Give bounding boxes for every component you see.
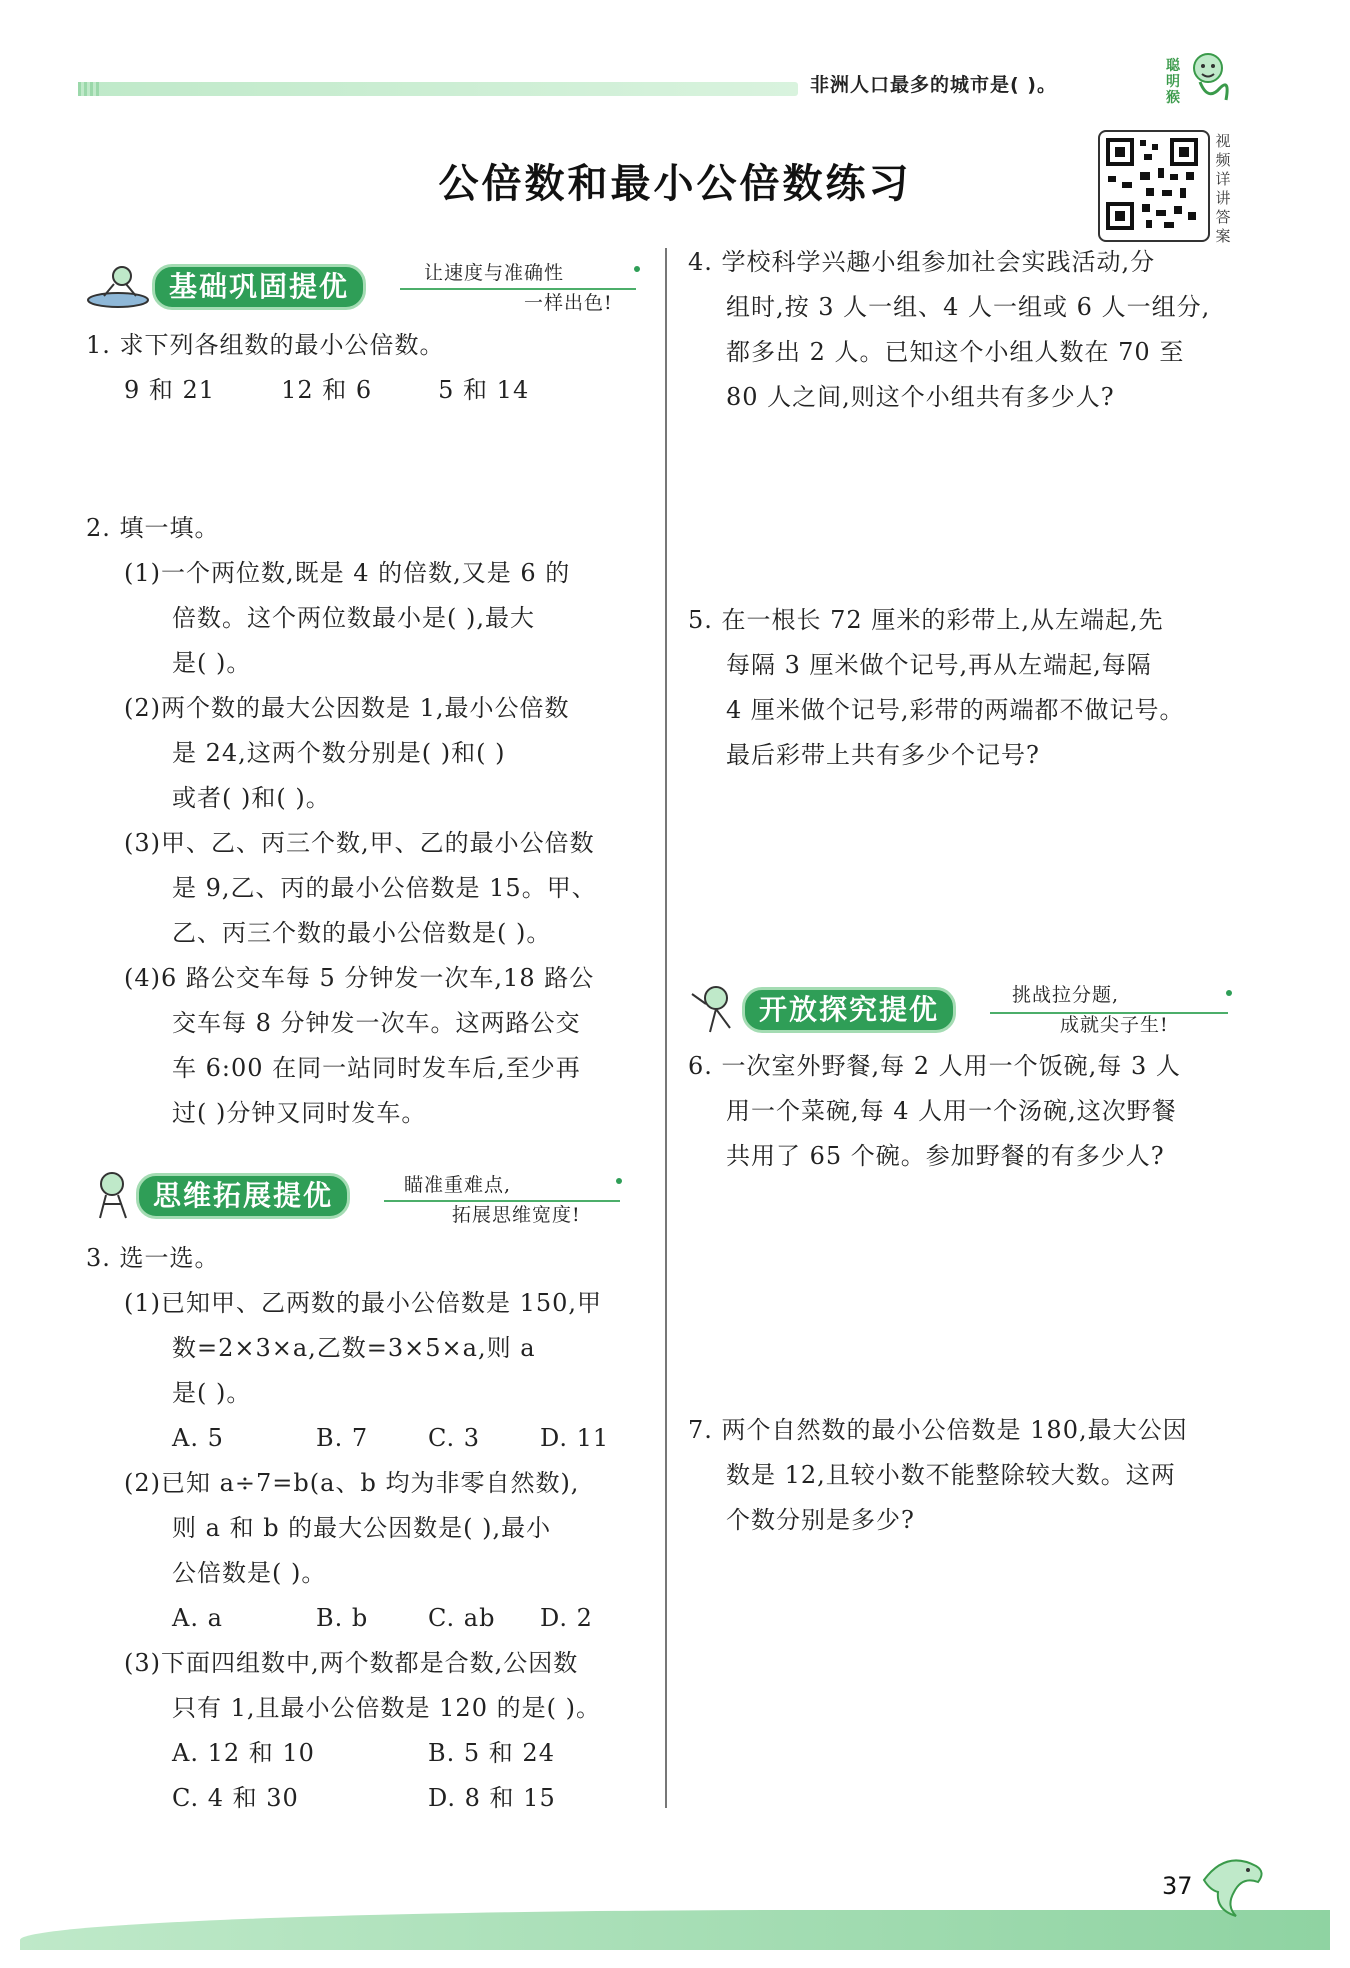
- q1-item-b: 12 和 6: [281, 376, 373, 404]
- question-5: [688, 598, 1248, 778]
- section-badge-basic: 基础巩固提优: [152, 264, 366, 310]
- question-4: [688, 240, 1248, 420]
- column-divider: [665, 248, 667, 1808]
- q5-line2: 每隔 3 厘米做个记号,再从左端起,每隔: [726, 651, 1152, 679]
- question-3: [86, 1236, 656, 1821]
- q4-line2: 组时,按 3 人一组、4 人一组或 6 人一组分,: [726, 293, 1211, 321]
- q3-s1-option-a[interactable]: A. 5: [172, 1424, 224, 1452]
- q3-s2-line3: 公倍数是( )。: [172, 1559, 327, 1587]
- q7-line3: 个数分别是多少?: [726, 1506, 915, 1534]
- q5-line4: 最后彩带上共有多少个记号?: [726, 741, 1040, 769]
- q2-s2-line1: (2)两个数的最大公因数是 1,最小公倍数: [124, 694, 570, 722]
- mascot-climbing-icon: [686, 982, 742, 1038]
- q2-s3-line2: 是 9,乙、丙的最小公倍数是 15。甲、: [172, 874, 597, 902]
- q4-line4: 80 人之间,则这个小组共有多少人?: [726, 383, 1115, 411]
- q3-s1-line1: (1)已知甲、乙两数的最小公倍数是 150,甲: [124, 1289, 603, 1317]
- q2-s4-line3: 车 6:00 在同一站同时发车后,至少再: [172, 1054, 581, 1082]
- q2-s3-line3: 乙、丙三个数的最小公倍数是( )。: [172, 919, 552, 947]
- q2-s1-line1: (1)一个两位数,既是 4 的倍数,又是 6 的: [124, 559, 571, 587]
- q3-s3-options-row2: [86, 1776, 656, 1821]
- header-bar: [78, 82, 798, 96]
- q3-s3-option-b[interactable]: B. 5 和 24: [428, 1739, 555, 1767]
- mascot-thinking-icon: [86, 1168, 138, 1224]
- q3-s2-option-d[interactable]: D. 2: [540, 1604, 593, 1632]
- section-badge-open: 开放探究提优: [742, 987, 956, 1033]
- monkey-mascot-icon: [1186, 48, 1234, 106]
- q3-s3-line1: (3)下面四组数中,两个数都是合数,公因数: [124, 1649, 579, 1677]
- q2-s1-line2: 倍数。这个两位数最小是( ),最大: [172, 604, 535, 632]
- q3-s1-options: [86, 1416, 656, 1461]
- q3-s3-option-c[interactable]: C. 4 和 30: [172, 1784, 299, 1812]
- qr-code-icon: [1100, 132, 1204, 236]
- dolphin-icon: [1196, 1846, 1268, 1920]
- q2-s3-line1: (3)甲、乙、丙三个数,甲、乙的最小公倍数: [124, 829, 595, 857]
- mascot-skateboard-icon: [84, 262, 154, 310]
- section-slogan-open-2: 成就尖子生!: [1060, 1014, 1169, 1036]
- header-bar-dots: [78, 82, 102, 96]
- section-line-basic: [400, 288, 636, 290]
- q3-s1-option-b[interactable]: B. 7: [316, 1424, 369, 1452]
- question-6: [688, 1044, 1248, 1179]
- section-slogan-extend-2: 拓展思维宽度!: [452, 1204, 581, 1226]
- q7-line1: 7. 两个自然数的最小公倍数是 180,最大公因: [688, 1416, 1188, 1444]
- section-slogan-open-1: 挑战拉分题,: [1012, 984, 1120, 1006]
- mascot-label: 聪明猴: [1166, 58, 1180, 106]
- q2-s1-line3: 是( )。: [172, 649, 252, 677]
- question-2-title: 2. 填一填。: [86, 514, 220, 542]
- q5-line3: 4 厘米做个记号,彩带的两端都不做记号。: [726, 696, 1185, 724]
- section-line-open: [990, 1012, 1228, 1014]
- q3-s2-option-b[interactable]: B. b: [316, 1604, 369, 1632]
- section-line-extend: [384, 1200, 620, 1202]
- q3-s2-option-a[interactable]: A. a: [172, 1604, 223, 1632]
- question-1: [86, 323, 646, 413]
- q3-s3-option-d[interactable]: D. 8 和 15: [428, 1784, 556, 1812]
- q2-s4-line2: 交车每 8 分钟发一次车。这两路公交: [172, 1009, 581, 1037]
- q2-s4-line1: (4)6 路公交车每 5 分钟发一次车,18 路公: [124, 964, 595, 992]
- question-7: [688, 1408, 1248, 1543]
- section-badge-extend: 思维拓展提优: [136, 1173, 350, 1219]
- section-dot-open: [1226, 990, 1232, 996]
- q3-s3-line2: 只有 1,且最小公倍数是 120 的是( )。: [172, 1694, 601, 1722]
- section-dot-extend: [616, 1178, 622, 1184]
- question-1-title: 1. 求下列各组数的最小公倍数。: [86, 331, 445, 359]
- q3-s2-option-c[interactable]: C. ab: [428, 1604, 496, 1632]
- q3-s1-option-d[interactable]: D. 11: [540, 1424, 610, 1452]
- q5-line1: 5. 在一根长 72 厘米的彩带上,从左端起,先: [688, 606, 1164, 634]
- question-3-title: 3. 选一选。: [86, 1244, 220, 1272]
- q3-s3-option-a[interactable]: A. 12 和 10: [172, 1739, 315, 1767]
- qr-code[interactable]: [1098, 130, 1210, 242]
- page-number: 37: [1162, 1872, 1193, 1900]
- q3-s1-line2: 数=2×3×a,乙数=3×5×a,则 a: [172, 1334, 536, 1362]
- section-slogan-extend-1: 瞄准重难点,: [404, 1174, 512, 1196]
- section-slogan-basic-2: 一样出色!: [524, 292, 613, 314]
- q6-line3: 共用了 65 个碗。参加野餐的有多少人?: [726, 1142, 1165, 1170]
- q3-s1-line3: 是( )。: [172, 1379, 252, 1407]
- section-dot-basic: [634, 266, 640, 272]
- question-1-items: [86, 368, 646, 413]
- q3-s1-option-c[interactable]: C. 3: [428, 1424, 481, 1452]
- page-title: 公倍数和最小公倍数练习: [438, 161, 912, 207]
- q2-s2-line2: 是 24,这两个数分别是( )和( ): [172, 739, 506, 767]
- q4-line3: 都多出 2 人。已知这个小组人数在 70 至: [726, 338, 1185, 366]
- q4-line1: 4. 学校科学兴趣小组参加社会实践活动,分: [688, 248, 1156, 276]
- q3-s2-line2: 则 a 和 b 的最大公因数是( ),最小: [172, 1514, 552, 1542]
- section-slogan-basic-1: 让速度与准确性: [424, 262, 565, 284]
- q1-item-a: 9 和 21: [124, 376, 216, 404]
- trivia-question: 非洲人口最多的城市是( )。: [810, 74, 1057, 96]
- qr-caption: 视频详讲答案: [1215, 132, 1231, 245]
- q2-s4-line4: 过( )分钟又同时发车。: [172, 1099, 427, 1127]
- q7-line2: 数是 12,且较小数不能整除较大数。这两: [726, 1461, 1176, 1489]
- q1-item-c: 5 和 14: [438, 376, 530, 404]
- q6-line2: 用一个菜碗,每 4 人用一个汤碗,这次野餐: [726, 1097, 1177, 1125]
- q6-line1: 6. 一次室外野餐,每 2 人用一个饭碗,每 3 人: [688, 1052, 1181, 1080]
- question-2: [86, 506, 646, 1136]
- q2-s2-line3: 或者( )和( )。: [172, 784, 331, 812]
- q3-s2-options: [86, 1596, 656, 1641]
- footer-band: [20, 1910, 1330, 1950]
- q3-s3-options-row1: [86, 1731, 656, 1776]
- q3-s2-line1: (2)已知 a÷7=b(a、b 均为非零自然数),: [124, 1469, 580, 1497]
